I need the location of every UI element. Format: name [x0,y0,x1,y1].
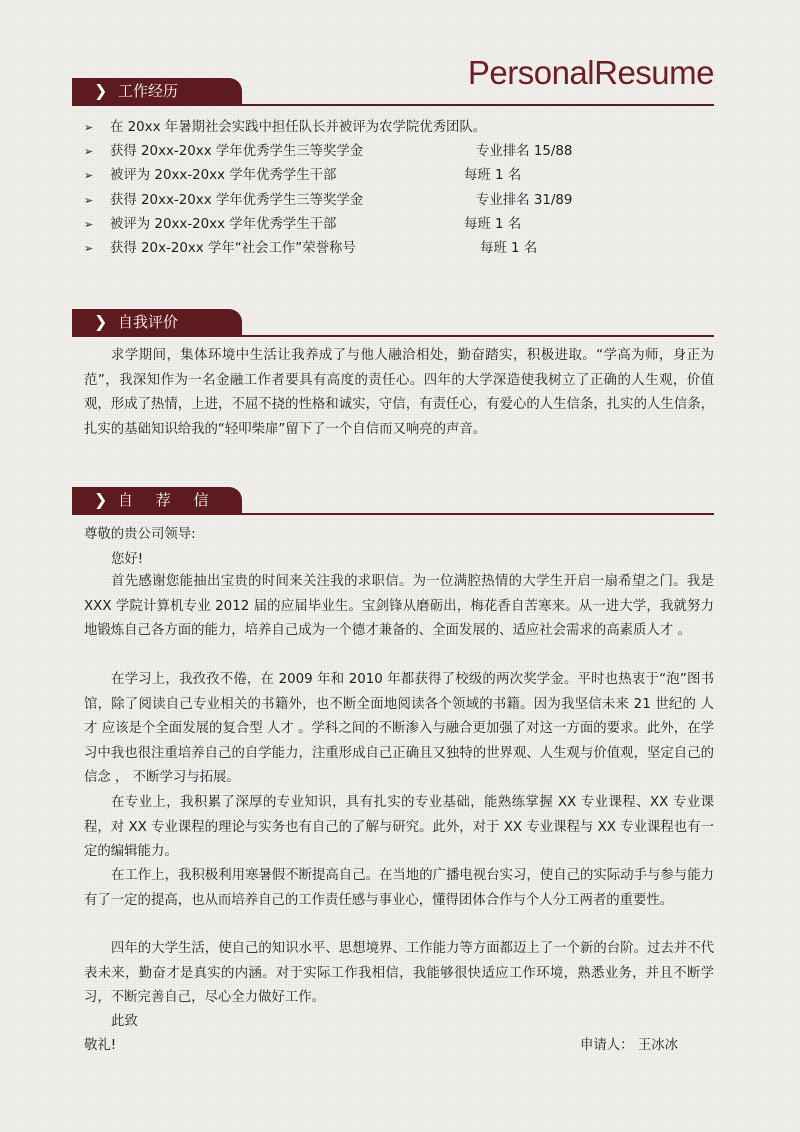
section-rule [72,104,714,106]
experience-note: 每班 1 名 [480,240,538,256]
chevron-right-icon: ❯ [94,312,108,331]
list-item [84,142,704,166]
experience-text: 被评为 20xx-20xx 学年优秀学生干部 [110,216,337,232]
experience-text: 被评为 20xx-20xx 学年优秀学生干部 [110,168,337,184]
experience-note: 每班 1 名 [464,216,522,232]
list-item [84,215,704,239]
experience-note: 每班 1 名 [464,168,522,184]
letter-paragraph: 四年的大学生活，使自己的知识水平、思想境界、工作能力等方面都迈上了一个新的台阶。过去并不代表未来，勤奋才是真实的内涵。对于实际工作我相信，我能够很快适应工作环境，熟悉业务，并且不断学习，不断完善自己，尽心全力做好工作。 [84,941,714,1006]
section-header-self-evaluation [72,309,714,337]
letter-greeting: 您好! [111,552,144,567]
letter-paragraph: 在工作上，我积极利用寒暑假不断提高自己。在当地的广播电视台实习，使自己的实际动手与参与能力有了一定的提高，也从而培养自己的工作责任感与事业心，懂得团体合作与个人分工两者的重要性。 [84,868,714,908]
list-item [84,166,704,190]
experience-text: 获得 20xx-20xx 学年优秀学生三等奖学金 [110,144,364,160]
section-rule [72,513,714,515]
list-item [84,239,704,263]
experience-note: 专业排名 31/89 [476,192,573,208]
resume-brand-title: PersonalResume [467,54,714,91]
bullet-arrow-icon: ➢ [84,169,94,183]
bullet-arrow-icon: ➢ [84,145,94,159]
experience-text: 在 20xx 年暑期社会实践中担任队长并被评为农学院优秀团队。 [110,120,487,135]
section-rule [72,335,714,337]
experience-list [84,118,704,263]
section-header-cover-letter [72,487,714,515]
letter-signature: 申请人： 王冰冰 [580,1038,678,1053]
letter-closing: 此致 [111,1014,138,1029]
experience-note: 专业排名 15/88 [476,144,573,160]
list-item [84,191,704,215]
experience-text: 获得 20xx-20xx 学年优秀学生三等奖学金 [110,192,364,208]
section-header-experience [72,78,714,106]
section-title: 自我评价 [118,313,179,331]
bullet-arrow-icon: ➢ [84,121,94,134]
bullet-arrow-icon: ➢ [84,217,94,231]
chevron-right-icon: ❯ [94,81,108,100]
experience-text: 获得 20x-20xx 学年“社会工作”荣誉称号 [110,240,356,256]
letter-paragraph: 在学习上，我孜孜不倦，在 2009 年和 2010 年都获得了校级的两次奖学金。平时也热衷于“泡”图书馆，除了阅读自己专业相关的书籍外，也不断全面地阅读各个领域的书籍。因为我坚信未来 21 世纪的 人才 应该是个全面发展的复合型 人才 。学科之间的不断渗入与融合更加强了对这一方面的要求。此外，在学习中我也很注重培养自己的自学能力，注重形成自己正确且又独特的世界观、人生观与价值观，坚定自己的信念 ， 不断学习与拓展。 [84,672,714,786]
letter-paragraph: 首先感谢您能抽出宝贵的时间来关注我的求职信。为一位满腔热情的大学生开启一扇希望之门。我是 XXX 学院计算机专业 2012 届的应届毕业生。宝剑锋从磨砺出，梅花香自苦寒来。从一进大学，我就努力地锻炼自己各方面的能力，培养自己成为一个德才兼备的、全面发展的、适应社会需求的高素质人才 。 [84,574,714,639]
letter-paragraph: 在专业上，我积累了深厚的专业知识，具有扎实的专业基础，能熟练掌握 XX 专业课程、XX 专业课程，对 XX 专业课程的理论与实务也有自己的了解与研究。此外，对于 XX 专业课程与 XX 专业课程也有一定的编辑能力。 [84,795,714,860]
letter-salutation: 尊敬的贵公司领导: [84,527,196,542]
chevron-right-icon: ❯ [94,490,108,509]
section-title: 工作经历 [118,82,179,100]
list-item [84,118,704,142]
bullet-arrow-icon: ➢ [84,193,94,207]
section-title: 自 荐 信 [118,491,218,509]
self-evaluation-text: 求学期间，集体环境中生活让我养成了与他人融洽相处，勤奋踏实，积极进取。“学高为师，身正为范”，我深知作为一名金融工作者要具有高度的责任心。四年的大学深造使我树立了正确的人生观，价值观，形成了热情，上进，不屈不挠的性格和诚实，守信，有责任心，有爱心的人生信条，扎实的人生信条，扎实的基础知识给我的“轻叩柴扉”留下了一个自信而又响亮的声音。 [84,348,714,437]
letter-regards: 敬礼! [84,1038,117,1053]
bullet-arrow-icon: ➢ [84,241,94,255]
